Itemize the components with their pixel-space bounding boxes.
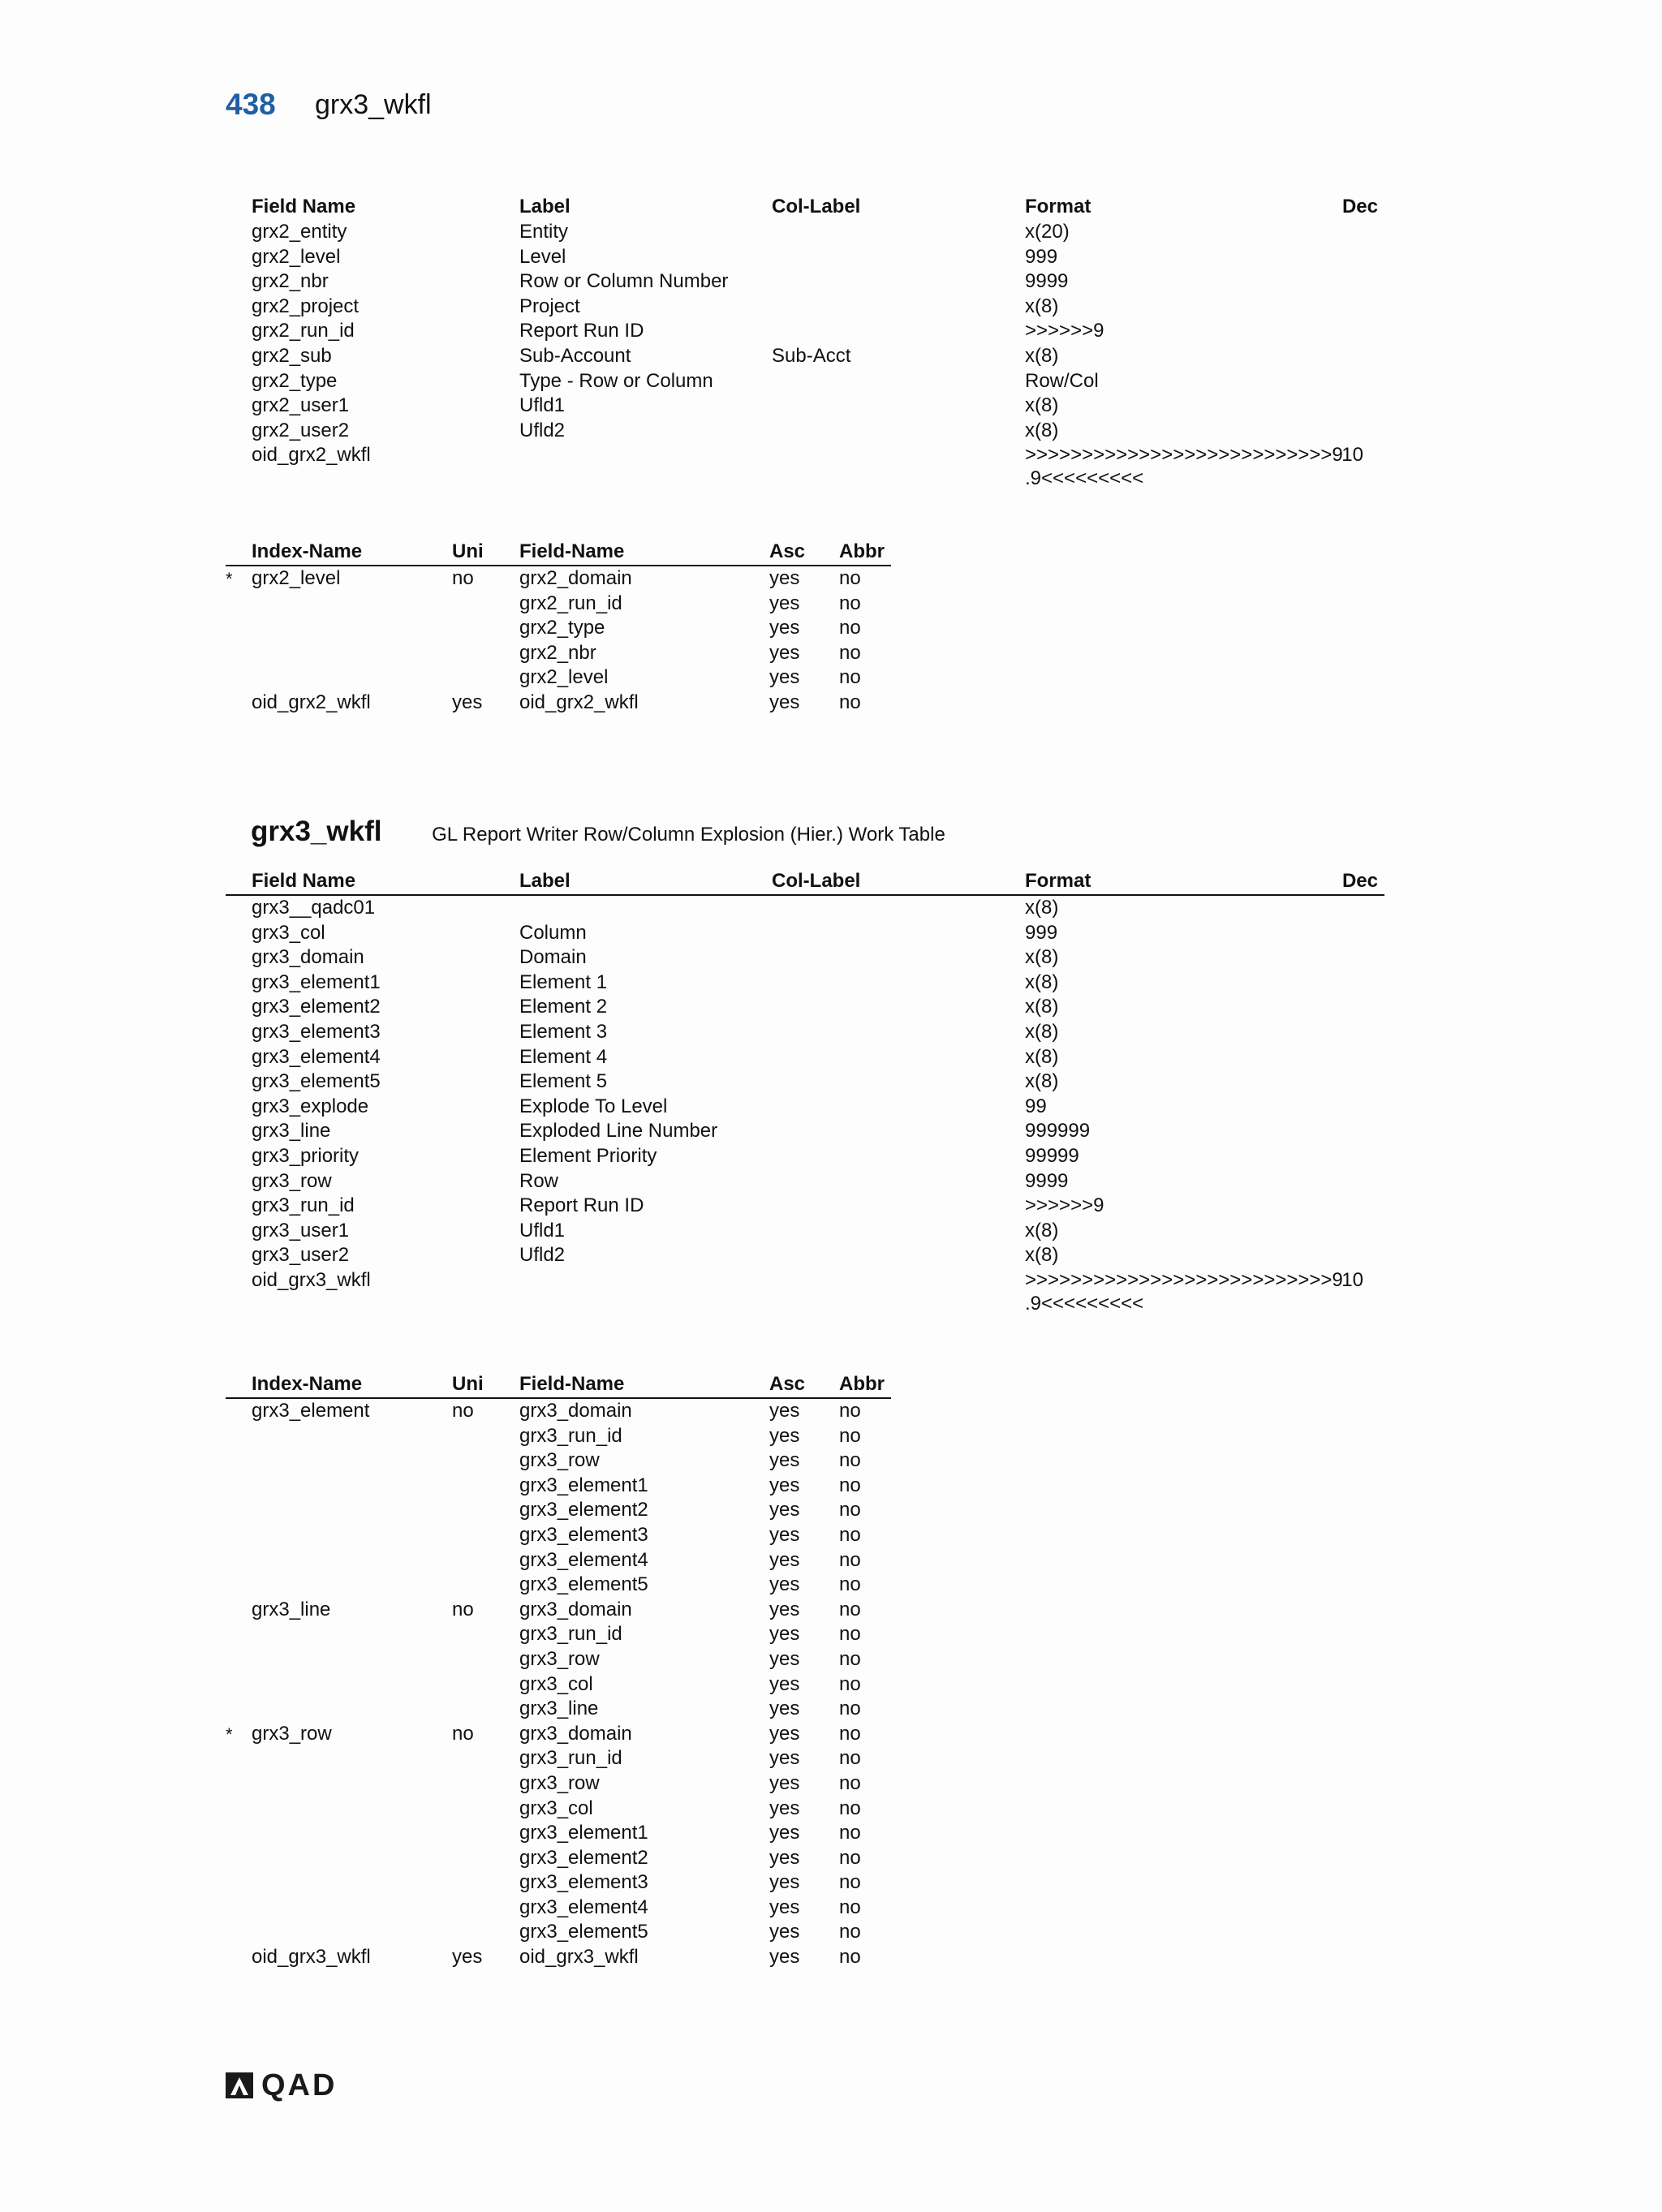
table-cell: x(8) — [1025, 946, 1059, 969]
table-cell: Report Run ID — [519, 320, 644, 342]
column-header: Field-Name — [519, 540, 625, 562]
table-cell: x(8) — [1025, 1070, 1059, 1093]
table-cell: grx3_element3 — [252, 1020, 381, 1043]
table-cell: grx3_run_id — [519, 1623, 622, 1646]
column-header: Field Name — [252, 870, 356, 892]
table-cell: grx3_row — [252, 1169, 332, 1192]
table-row — [226, 295, 1384, 320]
table-cell: yes — [769, 1573, 800, 1596]
table-row — [226, 1268, 1384, 1318]
column-header: Index-Name — [252, 1373, 363, 1395]
table-cell: Row — [519, 1169, 559, 1192]
table-cell: grx3_element4 — [519, 1548, 648, 1571]
table-cell: yes — [769, 1499, 800, 1521]
table-cell: grx3_element5 — [519, 1573, 648, 1596]
section-name: grx3_wkfl — [251, 816, 382, 847]
table-row — [226, 1095, 1384, 1120]
table-row — [226, 1448, 891, 1474]
table-cell: oid_grx3_wkfl — [252, 1946, 371, 1969]
table-row — [226, 1920, 891, 1945]
index-table-grx3 — [226, 1372, 891, 1970]
column-header: Label — [519, 196, 571, 217]
table-header — [226, 540, 891, 566]
table-cell: grx3_element2 — [519, 1846, 648, 1869]
column-header: Col-Label — [772, 196, 861, 217]
table-cell: 9999 — [1025, 1169, 1069, 1192]
table-cell: no — [839, 1747, 861, 1770]
field-table-grx2 — [226, 195, 1384, 493]
qad-logo-text: QAD — [261, 2068, 338, 2102]
table-row — [226, 1219, 1384, 1244]
table-cell: grx3_domain — [519, 1598, 632, 1620]
table-cell: grx3_user2 — [252, 1244, 350, 1267]
table-row — [226, 566, 891, 592]
table-cell: 999 — [1025, 921, 1058, 944]
table-cell: oid_grx3_wkfl — [252, 1268, 371, 1291]
table-cell: no — [839, 1672, 861, 1695]
table-cell: grx3_run_id — [519, 1747, 622, 1770]
table-cell: no — [839, 1449, 861, 1472]
table-row — [226, 1020, 1384, 1045]
table-cell: 9999 — [1025, 270, 1069, 293]
table-row — [226, 1069, 1384, 1095]
table-cell: yes — [769, 1523, 800, 1546]
table-cell: grx3_row — [519, 1771, 600, 1794]
table-cell: grx2_type — [252, 369, 338, 392]
table-row — [226, 970, 1384, 996]
table-cell: grx3__qadc01 — [252, 897, 376, 919]
table-cell: Element 2 — [519, 996, 608, 1018]
column-header: Uni — [452, 540, 484, 562]
table-cell: grx3_domain — [519, 1400, 632, 1422]
table-cell: Type - Row or Column — [519, 369, 713, 392]
table-cell: grx2_level — [252, 567, 341, 589]
table-cell: oid_grx2_wkfl — [519, 691, 639, 713]
table-cell: Ufld2 — [519, 419, 566, 441]
table-cell: Element Priority — [519, 1144, 657, 1167]
table-cell: Entity — [519, 221, 569, 243]
table-cell: yes — [769, 1623, 800, 1646]
table-cell: Explode To Level — [519, 1095, 668, 1117]
table-row — [226, 691, 891, 716]
table-cell: grx3_col — [252, 921, 325, 944]
table-cell: 10 — [1341, 1268, 1363, 1291]
table-row — [226, 1399, 891, 1424]
table-cell: no — [839, 1424, 861, 1447]
table-cell: grx2_level — [252, 245, 341, 268]
table-row — [226, 1498, 891, 1523]
table-cell: yes — [769, 567, 800, 589]
table-cell: grx2_nbr — [252, 270, 329, 293]
table-cell: grx2_nbr — [519, 641, 596, 664]
table-row — [226, 419, 1384, 444]
table-cell: x(8) — [1025, 1219, 1059, 1242]
table-cell: Element 1 — [519, 970, 608, 993]
table-cell: x(8) — [1025, 1244, 1059, 1267]
column-header: Format — [1025, 196, 1091, 217]
table-cell: no — [839, 1474, 861, 1496]
table-row — [226, 1870, 891, 1896]
table-cell: yes — [769, 1771, 800, 1794]
table-cell: x(8) — [1025, 419, 1059, 441]
table-cell: grx3_element — [252, 1400, 370, 1422]
table-cell: Row or Column Number — [519, 270, 729, 293]
table-cell: grx3_element4 — [519, 1896, 648, 1918]
table-row — [226, 1144, 1384, 1169]
table-cell: Ufld1 — [519, 1219, 566, 1242]
table-cell: x(8) — [1025, 394, 1059, 417]
table-cell: yes — [769, 617, 800, 639]
table-row — [226, 319, 1384, 344]
table-cell: oid_grx2_wkfl — [252, 444, 371, 467]
table-cell: yes — [769, 1598, 800, 1620]
table-cell: yes — [769, 592, 800, 614]
table-cell: grx3_element1 — [519, 1474, 648, 1496]
qad-logo-icon — [224, 2071, 255, 2100]
table-cell: Element 4 — [519, 1045, 608, 1068]
table-row — [226, 1672, 891, 1698]
table-row — [226, 1243, 1384, 1268]
table-cell: Level — [519, 245, 566, 268]
table-cell: 99 — [1025, 1095, 1047, 1117]
table-cell: no — [839, 1499, 861, 1521]
table-cell: yes — [452, 691, 483, 713]
table-cell: grx2_level — [519, 666, 609, 689]
column-header: Format — [1025, 870, 1091, 892]
table-row — [226, 1424, 891, 1449]
table-cell: no — [839, 1921, 861, 1943]
table-row — [226, 394, 1384, 419]
table-row — [226, 1647, 891, 1672]
table-cell: yes — [769, 1672, 800, 1695]
table-cell: no — [839, 1598, 861, 1620]
table-row — [226, 369, 1384, 394]
table-cell: Ufld2 — [519, 1244, 566, 1267]
table-row — [226, 1896, 891, 1921]
table-cell: grx2_project — [252, 295, 360, 317]
table-cell: yes — [769, 1747, 800, 1770]
column-header: Asc — [769, 540, 806, 562]
table-header — [226, 1372, 891, 1399]
table-cell: grx3_line — [252, 1598, 331, 1620]
table-row — [226, 1945, 891, 1970]
table-cell: yes — [769, 1424, 800, 1447]
table-row — [226, 245, 1384, 270]
table-row — [226, 616, 891, 641]
table-cell: x(8) — [1025, 897, 1059, 919]
table-cell: oid_grx2_wkfl — [252, 691, 371, 713]
table-cell: yes — [769, 691, 800, 713]
column-header: Label — [519, 870, 571, 892]
table-row — [226, 1474, 891, 1499]
table-cell: grx2_user1 — [252, 394, 350, 417]
table-cell: grx3_row — [519, 1647, 600, 1670]
table-cell: x(8) — [1025, 1020, 1059, 1043]
table-cell: no — [839, 1846, 861, 1869]
table-cell: grx2_user2 — [252, 419, 350, 441]
table-cell: grx3_col — [519, 1672, 593, 1695]
table-row — [226, 921, 1384, 946]
section-heading — [251, 816, 945, 848]
table-cell: grx3_element2 — [252, 996, 381, 1018]
table-cell: yes — [769, 1921, 800, 1943]
table-cell: yes — [769, 666, 800, 689]
table-cell: no — [839, 1896, 861, 1918]
table-header — [226, 195, 1384, 220]
table-cell: grx3_element1 — [519, 1822, 648, 1844]
column-header: Uni — [452, 1373, 484, 1395]
table-cell: Row/Col — [1025, 369, 1099, 392]
table-cell: yes — [769, 1797, 800, 1819]
table-cell: 999 — [1025, 245, 1058, 268]
table-row — [226, 592, 891, 617]
table-cell: no — [452, 567, 474, 589]
table-cell: grx3_domain — [519, 1722, 632, 1745]
table-cell: no — [839, 691, 861, 713]
table-cell: yes — [769, 1548, 800, 1571]
table-cell: grx2_run_id — [519, 592, 622, 614]
table-cell: yes — [769, 641, 800, 664]
column-header: Field Name — [252, 196, 356, 217]
table-cell: grx2_run_id — [252, 320, 355, 342]
table-row — [226, 220, 1384, 245]
table-row — [226, 945, 1384, 970]
table-cell: x(20) — [1025, 221, 1070, 243]
table-cell: >>>>>>9 — [1025, 1194, 1104, 1217]
table-cell: oid_grx3_wkfl — [519, 1946, 639, 1969]
table-cell: no — [839, 1400, 861, 1422]
primary-index-marker: * — [226, 569, 233, 589]
table-cell: x(8) — [1025, 295, 1059, 317]
table-cell: Column — [519, 921, 587, 944]
table-cell: no — [839, 567, 861, 589]
table-cell: grx3_user1 — [252, 1219, 350, 1242]
table-cell: grx3_row — [252, 1722, 332, 1745]
table-cell: no — [839, 1871, 861, 1894]
table-row — [226, 1194, 1384, 1219]
table-header — [226, 869, 1384, 896]
table-cell: Element 5 — [519, 1070, 608, 1093]
table-cell: grx3_row — [519, 1449, 600, 1472]
primary-index-marker: * — [226, 1724, 233, 1745]
table-cell: yes — [769, 1400, 800, 1422]
table-cell: 99999 — [1025, 1144, 1079, 1167]
table-cell: no — [452, 1400, 474, 1422]
table-row — [226, 1523, 891, 1548]
table-cell: grx3_element1 — [252, 970, 381, 993]
table-cell: no — [839, 1722, 861, 1745]
table-cell: no — [839, 592, 861, 614]
table-cell: yes — [769, 1449, 800, 1472]
table-cell: grx3_run_id — [519, 1424, 622, 1447]
table-row — [226, 269, 1384, 295]
table-row — [226, 1622, 891, 1647]
table-row — [226, 665, 891, 691]
table-cell: yes — [769, 1647, 800, 1670]
table-cell: no — [839, 617, 861, 639]
table-row — [226, 1045, 1384, 1070]
table-row — [226, 896, 1384, 921]
table-row — [226, 1169, 1384, 1194]
column-header: Dec — [1341, 870, 1378, 892]
table-row — [226, 1846, 891, 1871]
table-row — [226, 1746, 891, 1771]
table-cell: x(8) — [1025, 996, 1059, 1018]
table-cell: x(8) — [1025, 970, 1059, 993]
table-cell: >>>>>>9 — [1025, 320, 1104, 342]
table-cell: no — [839, 1573, 861, 1596]
table-row — [226, 1548, 891, 1573]
table-row — [226, 995, 1384, 1020]
table-cell: no — [839, 666, 861, 689]
table-cell: grx2_entity — [252, 221, 347, 243]
table-cell: grx3_line — [252, 1120, 331, 1143]
table-cell: grx3_element5 — [519, 1921, 648, 1943]
index-table-grx2 — [226, 540, 891, 716]
table-row — [226, 1797, 891, 1822]
table-cell: >>>>>>>>>>>>>>>>>>>>>>>>>>>9 — [1025, 444, 1343, 467]
table-row — [226, 1722, 891, 1747]
table-cell: grx3_priority — [252, 1144, 360, 1167]
table-row — [226, 1598, 891, 1623]
table-cell: Exploded Line Number — [519, 1120, 718, 1143]
table-cell: Element 3 — [519, 1020, 608, 1043]
table-cell: Domain — [519, 946, 587, 969]
table-cell: Project — [519, 295, 580, 317]
table-cell: >>>>>>>>>>>>>>>>>>>>>>>>>>>9 — [1025, 1268, 1343, 1291]
table-cell: no — [452, 1598, 474, 1620]
table-cell: no — [839, 1698, 861, 1720]
format-continuation: .9<<<<<<<<< — [1025, 467, 1144, 490]
column-header: Col-Label — [772, 870, 861, 892]
page-title: grx3_wkfl — [315, 89, 432, 120]
table-cell: 10 — [1341, 444, 1363, 467]
table-row — [226, 1771, 891, 1797]
table-cell: yes — [769, 1946, 800, 1969]
table-cell: Sub-Acct — [772, 344, 851, 367]
table-cell: no — [839, 1822, 861, 1844]
table-row — [226, 1821, 891, 1846]
section-description: GL Report Writer Row/Column Explosion (Hier.) Work Table — [432, 824, 945, 846]
table-row — [226, 344, 1384, 369]
table-cell: grx2_type — [519, 617, 605, 639]
table-cell: grx3_run_id — [252, 1194, 355, 1217]
table-row — [226, 641, 891, 666]
column-header: Asc — [769, 1373, 806, 1395]
table-cell: grx3_element5 — [252, 1070, 381, 1093]
table-cell: grx3_element2 — [519, 1499, 648, 1521]
table-cell: grx3_element3 — [519, 1871, 648, 1894]
table-cell: no — [839, 1548, 861, 1571]
table-row — [226, 1697, 891, 1722]
column-header: Dec — [1341, 196, 1378, 217]
table-cell: grx2_domain — [519, 567, 632, 589]
table-cell: yes — [769, 1896, 800, 1918]
table-cell: grx3_domain — [252, 946, 364, 969]
table-row — [226, 1119, 1384, 1144]
table-cell: no — [839, 1623, 861, 1646]
table-cell: x(8) — [1025, 344, 1059, 367]
table-cell: no — [839, 1647, 861, 1670]
table-cell: grx3_col — [519, 1797, 593, 1819]
column-header: Abbr — [839, 540, 885, 562]
table-cell: no — [839, 1771, 861, 1794]
table-cell: Report Run ID — [519, 1194, 644, 1217]
table-cell: grx2_sub — [252, 344, 332, 367]
field-table-grx3 — [226, 869, 1384, 1318]
table-cell: no — [839, 641, 861, 664]
table-cell: grx3_element3 — [519, 1523, 648, 1546]
table-cell: grx3_explode — [252, 1095, 369, 1117]
page-number: 438 — [226, 88, 276, 121]
table-cell: yes — [769, 1846, 800, 1869]
table-cell: yes — [769, 1474, 800, 1496]
table-cell: no — [839, 1946, 861, 1969]
table-cell: grx3_line — [519, 1698, 599, 1720]
table-cell: yes — [769, 1871, 800, 1894]
table-cell: Sub-Account — [519, 344, 631, 367]
table-cell: yes — [452, 1946, 483, 1969]
column-header: Index-Name — [252, 540, 363, 562]
column-header: Field-Name — [519, 1373, 625, 1395]
format-continuation: .9<<<<<<<<< — [1025, 1292, 1144, 1315]
table-cell: no — [839, 1797, 861, 1819]
table-cell: Ufld1 — [519, 394, 566, 417]
table-row — [226, 1573, 891, 1598]
table-cell: yes — [769, 1722, 800, 1745]
table-cell: 999999 — [1025, 1120, 1091, 1143]
column-header: Abbr — [839, 1373, 885, 1395]
table-cell: x(8) — [1025, 1045, 1059, 1068]
table-cell: grx3_element4 — [252, 1045, 381, 1068]
table-cell: yes — [769, 1822, 800, 1844]
table-cell: yes — [769, 1698, 800, 1720]
table-cell: no — [839, 1523, 861, 1546]
table-row — [226, 443, 1384, 493]
table-cell: no — [452, 1722, 474, 1745]
